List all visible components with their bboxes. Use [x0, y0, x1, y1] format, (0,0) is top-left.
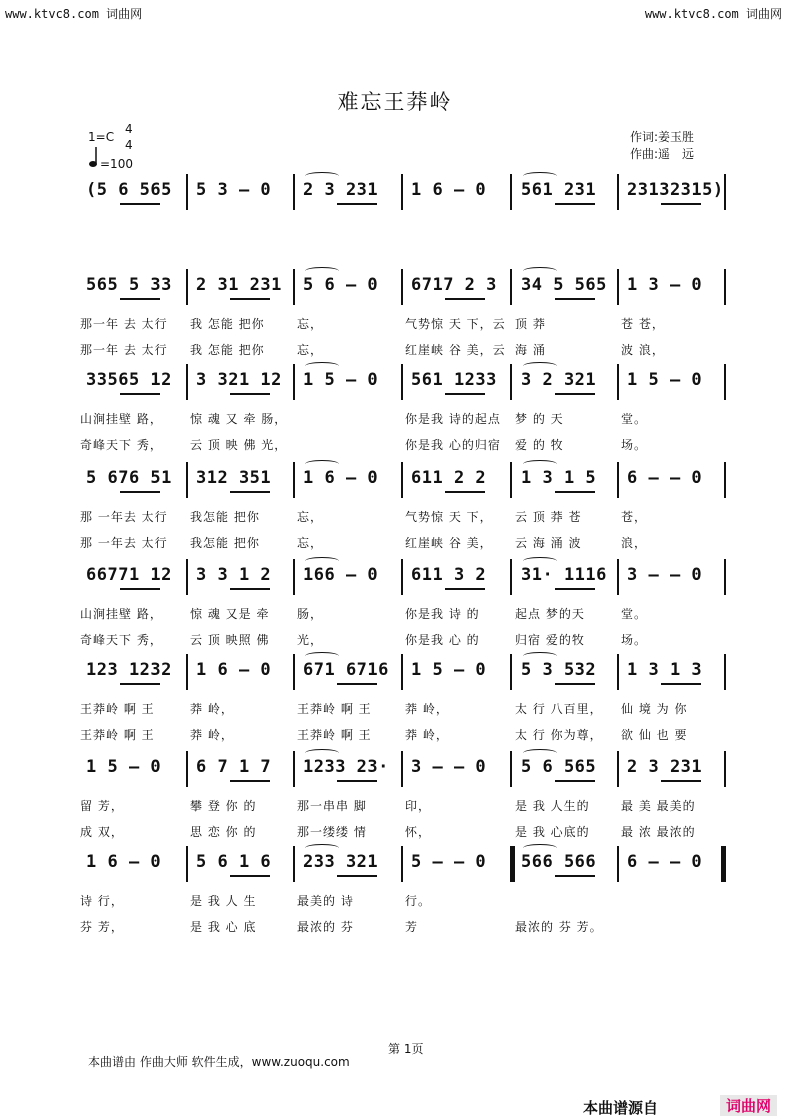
lyric-text: 你是我 心的归宿	[405, 438, 501, 452]
measure-notes: 166 – 0	[303, 565, 379, 585]
bar-line	[293, 846, 295, 882]
lyric-text: 红崖峡 谷 美，云	[405, 343, 506, 357]
lyric-text: 那一年 去 太行	[80, 343, 168, 357]
lyric-text: 气势惊 天 下，	[405, 510, 493, 524]
repeat-bar-line	[512, 846, 515, 882]
measure-notes: 1 6 – 0	[196, 660, 272, 680]
lyric-text: 你是我 心 的	[405, 633, 480, 647]
measure-notes: 1 3 1 3	[627, 660, 703, 680]
bar-line	[510, 462, 512, 498]
slur-mark	[523, 749, 557, 757]
measure-notes: 6717 2 3	[411, 275, 497, 295]
beam-line	[230, 393, 270, 395]
beam-line	[230, 875, 270, 877]
measure-notes: 3 3 1 2	[196, 565, 272, 585]
lyric-text: 忘，	[297, 510, 324, 524]
beam-line	[661, 683, 701, 685]
bar-line	[510, 654, 512, 690]
bar-line	[617, 174, 619, 210]
slur-mark	[305, 172, 339, 180]
lyric-text: 归宿 爱的牧	[515, 633, 585, 647]
lyric-text: 最浓的 芬 芳。	[515, 920, 603, 934]
measure-notes: 66771 12	[86, 565, 172, 585]
bar-line	[724, 364, 726, 400]
measure-notes: 23132315)	[627, 180, 724, 200]
measure-notes: 561 231	[521, 180, 597, 200]
measure-notes: 6 – – 0	[627, 852, 703, 872]
beam-line	[555, 875, 595, 877]
bar-line	[293, 751, 295, 787]
bar-line	[186, 751, 188, 787]
slur-mark	[305, 652, 339, 660]
lyric-text: 浪，	[621, 536, 648, 550]
measure-notes: 34 5 565	[521, 275, 607, 295]
lyric-text: 堂。	[621, 412, 648, 426]
lyric-text: 我 怎能 把你	[190, 317, 265, 331]
bar-line	[724, 654, 726, 690]
lyric-text: 忘，	[297, 536, 324, 550]
bar-line	[186, 559, 188, 595]
lyric-text: 奇峰天下 秀，	[80, 633, 163, 647]
bar-line	[293, 559, 295, 595]
lyric-text: 那 一年去 太行	[80, 536, 168, 550]
lyric-text: 王莽岭 啊 王	[297, 702, 372, 716]
bar-line	[617, 269, 619, 305]
bar-line	[510, 269, 512, 305]
measure-notes: 1 5 – 0	[627, 370, 703, 390]
bar-line	[186, 269, 188, 305]
time-signature-top: 4	[125, 122, 133, 136]
bar-line	[401, 654, 403, 690]
measure-notes: 1233 23·	[303, 757, 389, 777]
bar-line	[186, 462, 188, 498]
measure-notes: 5 – – 0	[411, 852, 487, 872]
song-title: 难忘王莽岭	[337, 90, 453, 114]
bar-line	[617, 462, 619, 498]
lyric-text: 忘，	[297, 343, 324, 357]
lyric-text: 山涧挂壁 路，	[80, 607, 163, 621]
bar-line	[724, 269, 726, 305]
measure-notes: 3 – – 0	[411, 757, 487, 777]
lyric-text: 太 行 八百里，	[515, 702, 603, 716]
key-signature: 1=C	[88, 130, 115, 144]
bar-line	[186, 654, 188, 690]
lyric-text: 印，	[405, 799, 432, 813]
measure-notes: 1 6 – 0	[411, 180, 487, 200]
bar-line	[293, 269, 295, 305]
measure-notes: 233 321	[303, 852, 379, 872]
lyric-text: 肠，	[297, 607, 324, 621]
beam-line	[120, 298, 160, 300]
bar-line	[724, 751, 726, 787]
lyric-text: 最 美 最美的	[621, 799, 696, 813]
beam-line	[337, 683, 377, 685]
bar-line	[186, 846, 188, 882]
bar-line	[186, 174, 188, 210]
measure-notes: 6 – – 0	[627, 468, 703, 488]
bar-line	[401, 269, 403, 305]
lyric-text: 攀 登 你 的	[190, 799, 257, 813]
lyric-text: 海 涌	[515, 343, 546, 357]
measure-notes: 3 2 321	[521, 370, 597, 390]
slur-mark	[523, 362, 557, 370]
bar-line	[617, 751, 619, 787]
beam-line	[230, 780, 270, 782]
bar-line	[510, 559, 512, 595]
slur-mark	[305, 844, 339, 852]
bar-line	[186, 364, 188, 400]
slur-mark	[305, 267, 339, 275]
bar-line	[293, 174, 295, 210]
bar-line	[401, 364, 403, 400]
measure-notes: 3 – – 0	[627, 565, 703, 585]
beam-line	[555, 588, 595, 590]
beam-line	[445, 491, 485, 493]
bar-line	[724, 462, 726, 498]
site-header-left[interactable]: www.ktvc8.com 词曲网	[5, 7, 143, 21]
measure-notes: 5 6 565	[521, 757, 597, 777]
slur-mark	[523, 557, 557, 565]
lyric-text: 苍 苍，	[621, 317, 665, 331]
measure-notes: 611 3 2	[411, 565, 487, 585]
lyric-text: 诗 行，	[80, 894, 124, 908]
bar-line	[724, 846, 726, 882]
bar-line	[617, 364, 619, 400]
measure-notes: 566 566	[521, 852, 597, 872]
measure-notes: 3 321 12	[196, 370, 282, 390]
lyric-text: 红崖峡 谷 美，	[405, 536, 493, 550]
measure-notes: 1 3 1 5	[521, 468, 597, 488]
measure-notes: 1 6 – 0	[303, 468, 379, 488]
slur-mark	[523, 460, 557, 468]
lyric-text: 顶 莽	[515, 317, 546, 331]
lyric-text: 场。	[621, 438, 648, 452]
beam-line	[337, 780, 377, 782]
bar-line	[401, 174, 403, 210]
quarter-note-icon	[88, 145, 100, 173]
beam-line	[555, 203, 595, 205]
lyric-text: 山涧挂壁 路，	[80, 412, 163, 426]
bar-line	[293, 364, 295, 400]
beam-line	[445, 393, 485, 395]
lyric-text: 你是我 诗 的	[405, 607, 480, 621]
source-label: 本曲谱源自	[583, 1099, 659, 1117]
measure-notes: (5 6 565	[86, 180, 172, 200]
lyric-text: 起点 梦的天	[515, 607, 585, 621]
lyric-text: 是 我 心底的	[515, 825, 590, 839]
beam-line	[230, 298, 270, 300]
lyric-text: 忘，	[297, 317, 324, 331]
lyric-text: 波 浪，	[621, 343, 665, 357]
lyric-text: 芬 芳，	[80, 920, 124, 934]
lyric-text: 思 恋 你 的	[190, 825, 257, 839]
lyric-text: 那一年 去 太行	[80, 317, 168, 331]
lyric-text: 气势惊 天 下，云	[405, 317, 506, 331]
bar-line	[724, 174, 726, 210]
bar-line	[510, 364, 512, 400]
bar-line	[293, 654, 295, 690]
beam-line	[120, 393, 160, 395]
page-number: 第 1页	[388, 1042, 424, 1056]
lyric-text: 怀，	[405, 825, 432, 839]
lyric-text: 莽 岭，	[190, 728, 234, 742]
measure-notes: 5 3 532	[521, 660, 597, 680]
lyric-text: 最浓的 芬	[297, 920, 354, 934]
measure-notes: 312 351	[196, 468, 272, 488]
lyric-text: 王莽岭 啊 王	[80, 728, 155, 742]
beam-line	[445, 588, 485, 590]
beam-line	[555, 491, 595, 493]
slur-mark	[523, 844, 557, 852]
lyric-text: 云 顶 映 佛 光，	[190, 438, 288, 452]
measure-notes: 671 6716	[303, 660, 389, 680]
slur-mark	[305, 362, 339, 370]
measure-notes: 1 5 – 0	[303, 370, 379, 390]
site-header-right[interactable]: www.ktvc8.com 词曲网	[644, 7, 782, 21]
bar-line	[401, 846, 403, 882]
measure-notes: 31· 1116	[521, 565, 607, 585]
measure-notes: 2 3 231	[303, 180, 379, 200]
beam-line	[661, 203, 701, 205]
lyric-text: 我怎能 把你	[190, 536, 260, 550]
lyric-text: 王莽岭 啊 王	[80, 702, 155, 716]
measure-notes: 1 5 – 0	[86, 757, 162, 777]
bar-line	[724, 559, 726, 595]
lyric-text: 那 一年去 太行	[80, 510, 168, 524]
lyric-text: 是 我 心 底	[190, 920, 257, 934]
measure-notes: 6 7 1 7	[196, 757, 272, 777]
lyric-text: 场。	[621, 633, 648, 647]
lyric-text: 欲 仙 也 要	[621, 728, 688, 742]
software-credit: 本曲谱由 作曲大师 软件生成，www.zuoqu.com	[88, 1055, 350, 1069]
lyric-text: 芳	[405, 920, 419, 934]
slur-mark	[523, 172, 557, 180]
lyric-text: 光，	[297, 633, 324, 647]
bar-line	[293, 462, 295, 498]
time-signature-bottom: 4	[125, 138, 133, 152]
bar-line	[617, 559, 619, 595]
bar-line	[510, 174, 512, 210]
lyric-text: 云 海 涌 波	[515, 536, 582, 550]
measure-notes: 2 3 231	[627, 757, 703, 777]
lyric-text: 成 双，	[80, 825, 124, 839]
lyric-text: 爱 的 牧	[515, 438, 564, 452]
lyric-text: 我 怎能 把你	[190, 343, 265, 357]
lyric-text: 最美的 诗	[297, 894, 354, 908]
measure-notes: 565 5 33	[86, 275, 172, 295]
measure-notes: 5 6 – 0	[303, 275, 379, 295]
lyric-text: 太 行 你为尊，	[515, 728, 603, 742]
beam-line	[555, 298, 595, 300]
lyric-text: 那一串串 脚	[297, 799, 367, 813]
lyric-text: 那一缕缕 情	[297, 825, 367, 839]
measure-notes: 5 3 – 0	[196, 180, 272, 200]
lyric-text: 惊 魂 又是 牵	[190, 607, 270, 621]
beam-line	[337, 875, 377, 877]
slur-mark	[305, 749, 339, 757]
measure-notes: 2 31 231	[196, 275, 282, 295]
lyric-text: 莽 岭，	[405, 728, 449, 742]
lyric-text: 莽 岭，	[190, 702, 234, 716]
measure-notes: 123 1232	[86, 660, 172, 680]
beam-line	[661, 780, 701, 782]
lyric-text: 你是我 诗的起点	[405, 412, 501, 426]
beam-line	[555, 780, 595, 782]
bar-line	[401, 462, 403, 498]
measure-notes: 561 1233	[411, 370, 497, 390]
lyric-text: 莽 岭，	[405, 702, 449, 716]
lyric-text: 我怎能 把你	[190, 510, 260, 524]
measure-notes: 5 676 51	[86, 468, 172, 488]
lyric-text: 奇峰天下 秀，	[80, 438, 163, 452]
measure-notes: 33565 12	[86, 370, 172, 390]
lyric-text: 云 顶 映照 佛	[190, 633, 270, 647]
composer-credit: 作曲:遥 远	[630, 147, 695, 161]
beam-line	[337, 203, 377, 205]
lyric-text: 行。	[405, 894, 432, 908]
site-logo[interactable]: 词曲网	[720, 1095, 777, 1116]
beam-line	[230, 588, 270, 590]
beam-line	[120, 683, 160, 685]
lyric-text: 梦 的 天	[515, 412, 564, 426]
tempo-marking: =100	[100, 157, 133, 171]
measure-notes: 611 2 2	[411, 468, 487, 488]
lyric-text: 堂。	[621, 607, 648, 621]
beam-line	[555, 393, 595, 395]
slur-mark	[523, 267, 557, 275]
final-bar-line	[721, 846, 724, 882]
slur-mark	[305, 557, 339, 565]
slur-mark	[305, 460, 339, 468]
lyric-text: 仙 境 为 你	[621, 702, 688, 716]
bar-line	[617, 654, 619, 690]
beam-line	[120, 491, 160, 493]
measure-notes: 1 6 – 0	[86, 852, 162, 872]
lyric-text: 留 芳，	[80, 799, 124, 813]
measure-notes: 1 5 – 0	[411, 660, 487, 680]
lyric-text: 是 我 人 生	[190, 894, 257, 908]
beam-line	[230, 491, 270, 493]
beam-line	[120, 588, 160, 590]
lyric-text: 王莽岭 啊 王	[297, 728, 372, 742]
lyric-text: 云 顶 莽 苍	[515, 510, 582, 524]
beam-line	[555, 683, 595, 685]
bar-line	[401, 751, 403, 787]
beam-line	[120, 203, 160, 205]
bar-line	[617, 846, 619, 882]
lyric-text: 最 浓 最浓的	[621, 825, 696, 839]
slur-mark	[523, 652, 557, 660]
measure-notes: 5 6 1 6	[196, 852, 272, 872]
lyric-text: 惊 魂 又 牵 肠，	[190, 412, 288, 426]
bar-line	[401, 559, 403, 595]
lyric-text: 是 我 人生的	[515, 799, 590, 813]
lyricist-credit: 作词:姜玉胜	[630, 130, 695, 144]
bar-line	[510, 751, 512, 787]
beam-line	[445, 298, 485, 300]
lyric-text: 苍，	[621, 510, 648, 524]
measure-notes: 1 3 – 0	[627, 275, 703, 295]
